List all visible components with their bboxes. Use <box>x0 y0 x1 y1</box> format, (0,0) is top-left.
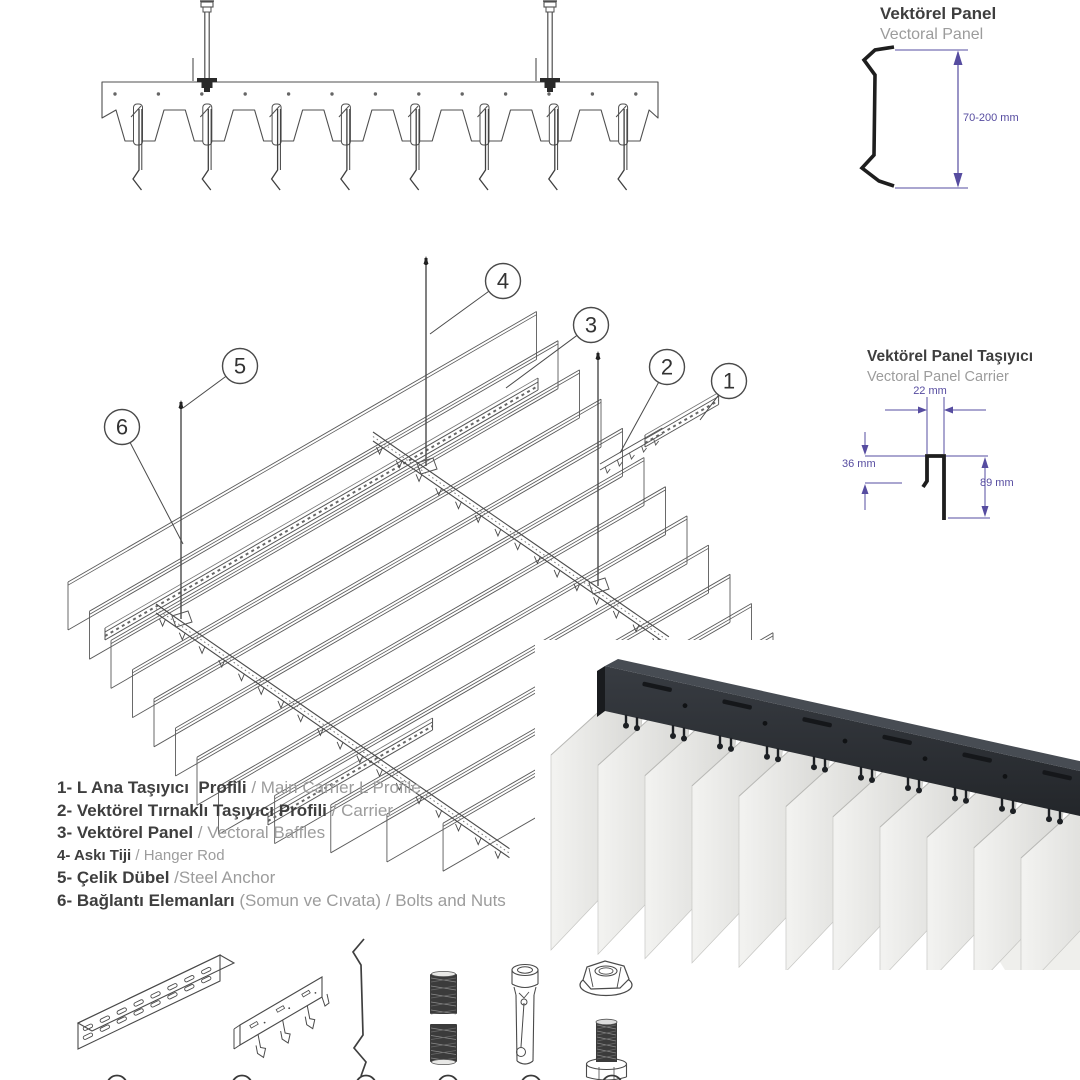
legend-turkish: Vektörel Panel <box>72 823 194 842</box>
panel-title-english: Vectoral Panel <box>880 26 984 43</box>
ceiling-cross-section-drawing <box>85 0 675 200</box>
legend-turkish: Bağlantı Elemanları <box>72 890 235 910</box>
carrier-title-turkish: Vektörel Panel Taşıyıcı <box>867 348 1033 365</box>
carrier-title-english: Vectoral Panel Carrier <box>867 369 1009 385</box>
callout-number: 1 <box>722 368 736 394</box>
carrier-right-dimension: 89 mm <box>980 477 1014 489</box>
callout-number: 5 <box>233 353 247 379</box>
legend-number: 4- <box>57 846 71 864</box>
carrier-width-dimension: 22 mm <box>913 385 947 397</box>
legend-item-6: 6- Bağlantı Elemanları (Somun ve Cıvata) / Bolts and Nuts <box>57 890 506 910</box>
callout-number: 6 <box>115 414 129 440</box>
legend-number: 2- <box>57 800 73 820</box>
legend-item-3: 3- Vektörel Panel / Vectoral Baffles <box>57 823 326 842</box>
legend-english: Vectoral Baffles <box>207 823 326 842</box>
legend-english: Hanger Rod <box>143 846 225 864</box>
legend <box>57 777 557 912</box>
legend-number: 6- <box>57 890 73 910</box>
callout-number: 4 <box>496 268 510 294</box>
legend-item-2: 2- Vektörel Tırnaklı Taşıyıcı Profili / Carrier <box>57 800 394 820</box>
legend-turkish: Askı Tiji <box>70 846 132 864</box>
legend-english: Steel Anchor <box>178 868 276 887</box>
panel-height-dimension: 70-200 mm <box>963 112 1019 124</box>
components-row-drawing <box>58 925 658 1080</box>
legend-english: Carrier <box>341 800 394 820</box>
callout-number: 2 <box>660 354 674 380</box>
legend-english: Bolts and Nuts <box>395 890 506 910</box>
carrier-profile-drawing <box>838 382 1048 532</box>
legend-number: 3- <box>57 823 73 842</box>
legend-turkish: L Ana Taşıyıcı Profili <box>72 778 247 797</box>
legend-item-5: 5- Çelik Dübel /Steel Anchor <box>57 868 276 887</box>
callout-number: 3 <box>584 312 598 338</box>
legend-item-4: 4- Askı Tiji / Hanger Rod <box>57 846 225 864</box>
panel-section-header <box>880 3 996 45</box>
legend-english: Main Carrier L Profile <box>260 778 421 797</box>
legend-item-1: 1- L Ana Taşıyıcı Profili / Main Carrier L Profile <box>57 778 421 797</box>
legend-turkish: Vektörel Tırnaklı Taşıyıcı Profili <box>72 800 327 820</box>
legend-turkish: Çelik Dübel <box>72 868 170 887</box>
carrier-left-dimension: 36 mm <box>842 458 876 470</box>
legend-number: 1- <box>57 778 73 797</box>
product-render <box>535 640 1080 970</box>
legend-number: 5- <box>57 868 73 887</box>
panel-title-turkish: Vektörel Panel <box>880 4 997 23</box>
